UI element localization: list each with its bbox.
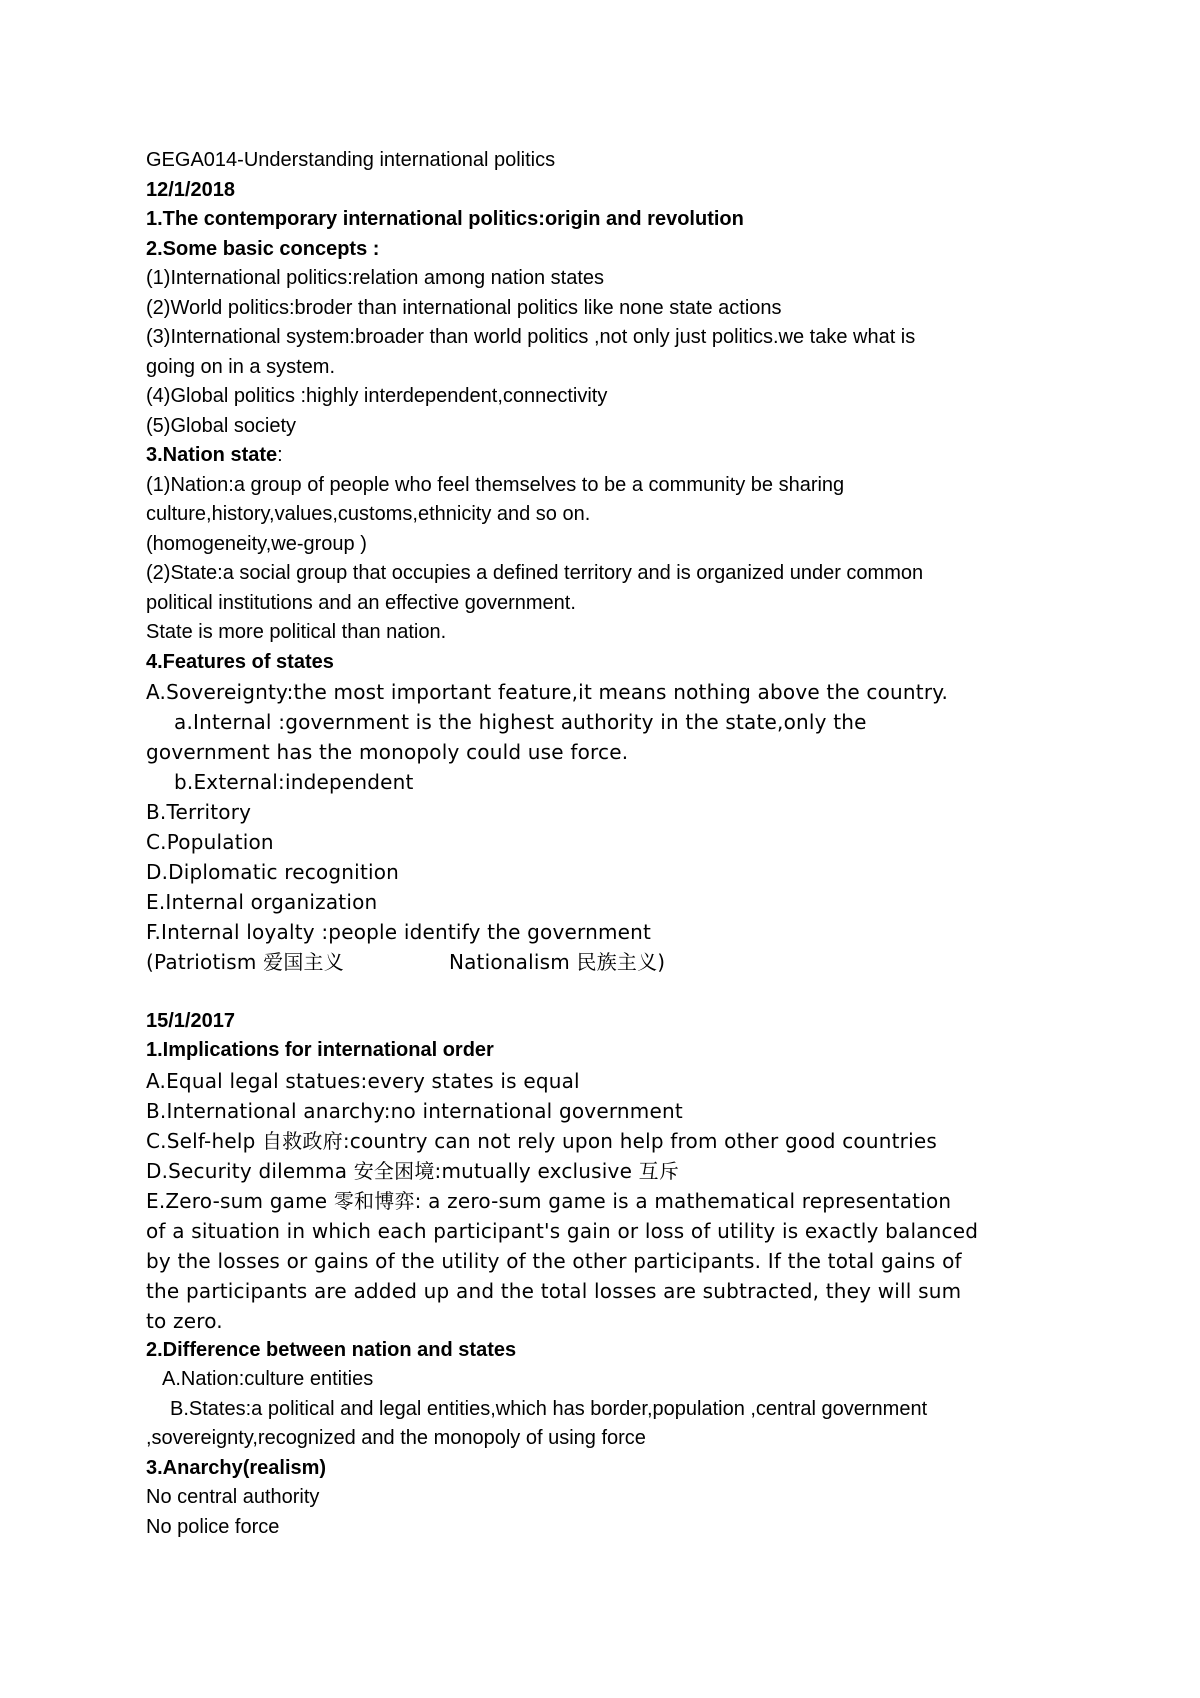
- text-line: government has the monopoly could use force.: [146, 740, 629, 764]
- text-line: (2)World politics:broder than international politics like none state actions: [146, 296, 782, 319]
- blank-line: [146, 977, 1066, 1007]
- text-line: C.Self-help 自救政府:country can not rely upon help from other good countries: [146, 1128, 937, 1153]
- text-line: (1)Nation:a group of people who feel themselves to be a community be sharing: [146, 473, 845, 496]
- text-line: A.Equal legal statues:every states is equal: [146, 1068, 580, 1093]
- text-line: No central authority: [146, 1486, 320, 1508]
- text-line: B.States:a political and legal entities,which has border,population ,central government: [170, 1397, 928, 1420]
- text-line: to zero.: [146, 1308, 223, 1333]
- text-line: the participants are added up and the total losses are subtracted, they will sum: [146, 1278, 962, 1303]
- text-line: A.Nation:culture entities: [162, 1368, 374, 1390]
- date-heading: 15/1/2017: [146, 1009, 235, 1032]
- text-line: F.Internal loyalty :people identify the government: [146, 920, 652, 944]
- text-line: A.Sovereignty:the most important feature,it means nothing above the country.: [146, 680, 949, 704]
- text-line: E.Internal organization: [146, 890, 378, 914]
- section-heading: 1.Implications for international order: [146, 1039, 494, 1061]
- heading-colon: :: [277, 444, 283, 466]
- text-line: [146, 947, 1066, 977]
- text-line: (homogeneity,we-group ): [146, 532, 367, 555]
- section-heading: 3.Nation state: [146, 444, 278, 466]
- section-heading: 2.Difference between nation and states: [146, 1338, 517, 1361]
- section-heading: 4.Features of states: [146, 650, 334, 673]
- section-heading: 2.Some basic concepts :: [146, 237, 380, 260]
- nationalism-text: Nationalism 民族主义): [448, 950, 666, 974]
- text-line: ,sovereignty,recognized and the monopoly of using force: [146, 1427, 646, 1449]
- text-line: C.Population: [146, 830, 274, 854]
- section-heading: 3.Anarchy(realism): [146, 1456, 327, 1479]
- text-line: No police force: [146, 1515, 280, 1538]
- text-line: b.External:independent: [174, 770, 414, 794]
- text-line: B.International anarchy:no international government: [146, 1098, 683, 1123]
- text-line: E.Zero-sum game 零和博弈: a zero-sum game is a mathematical representation: [146, 1188, 952, 1213]
- text-line: B.Territory: [146, 800, 252, 824]
- text-line: (2)State:a social group that occupies a defined territory and is organized under common: [146, 562, 924, 584]
- document-title: GEGA014-Understanding international politics: [146, 149, 556, 171]
- text-line: (4)Global politics :highly interdependent,connectivity: [146, 385, 608, 407]
- text-line: a.Internal :government is the highest authority in the state,only the: [174, 710, 867, 734]
- text-line: State is more political than nation.: [146, 621, 447, 643]
- document-page: [146, 146, 1066, 1542]
- text-line: going on in a system.: [146, 355, 335, 378]
- text-line: political institutions and an effective government.: [146, 591, 576, 614]
- text-line: by the losses or gains of the utility of the other participants. If the total gains of: [146, 1248, 962, 1273]
- section-heading: 1.The contemporary international politics:origin and revolution: [146, 208, 744, 230]
- date-heading: 12/1/2018: [146, 178, 235, 201]
- patriotism-text: (Patriotism 爱国主义: [146, 950, 344, 974]
- text-line: (5)Global society: [146, 414, 297, 437]
- text-line: of a situation in which each participant's gain or loss of utility is exactly balanced: [146, 1218, 979, 1243]
- section-heading-line: [146, 441, 1066, 471]
- text-line: (3)International system:broader than world politics ,not only just politics.we take what is: [146, 326, 916, 348]
- text-line: D.Security dilemma 安全困境:mutually exclusive 互斥: [146, 1158, 680, 1183]
- text-line: culture,history,values,customs,ethnicity and so on.: [146, 503, 591, 525]
- text-line: D.Diplomatic recognition: [146, 860, 400, 884]
- text-line: (1)International politics:relation among nation states: [146, 267, 605, 289]
